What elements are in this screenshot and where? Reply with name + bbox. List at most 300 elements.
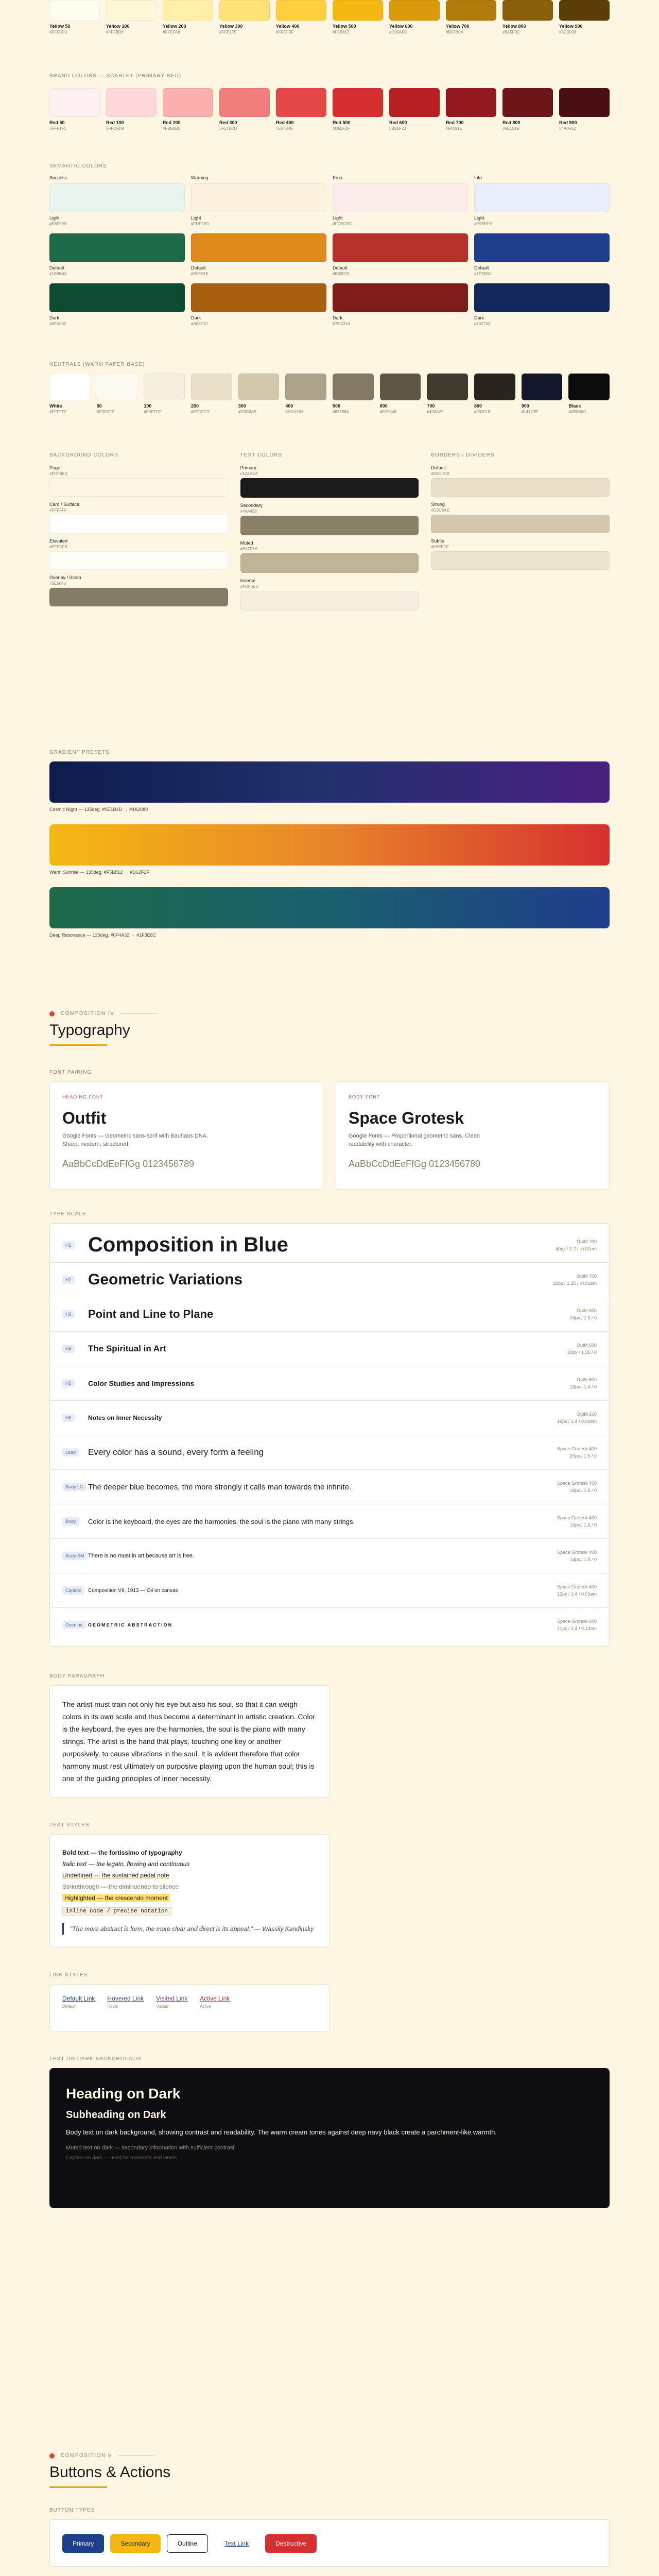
scale-sample: Composition VII, 1913 — Oil on canvas (88, 1587, 178, 1594)
scale-sample: Geometric Variations (88, 1271, 243, 1288)
swatch-name: Yellow 100 (106, 24, 130, 29)
color-chip (240, 591, 419, 611)
swatch-hex: #E08A1E (191, 272, 209, 276)
surface-swatch (240, 465, 419, 498)
color-chip (474, 233, 610, 262)
reds-swatch (333, 88, 383, 131)
reds-swatch (502, 88, 553, 131)
semantic-caption: SEMANTIC COLORS (49, 163, 107, 169)
link-3[interactable]: Visited Link (156, 1995, 188, 2002)
section-dot (49, 1011, 55, 1016)
scale-tag: Caption (62, 1588, 88, 1593)
swatch-name: Yellow 200 (163, 24, 186, 29)
dark-card (49, 2068, 610, 2208)
swatch-hex: #403A2F (427, 410, 444, 414)
link-4[interactable]: Active Link (200, 1995, 230, 2002)
type-scale-row (50, 1607, 609, 1642)
swatch-name: Yellow 300 (219, 24, 243, 29)
swatch-hex: #5C3F08 (559, 30, 576, 35)
swatch-hex: #F6EFDF (431, 545, 449, 549)
neutrals-swatch (380, 374, 421, 414)
type-scale-card (49, 1223, 610, 1647)
semantic-title: Warning (191, 175, 209, 180)
surface-swatch (240, 578, 419, 611)
color-chip (191, 283, 326, 312)
type-scale-row (50, 1469, 609, 1504)
semantic-group (474, 175, 610, 333)
text-link-button[interactable]: Text Link (214, 2534, 259, 2553)
color-chip (522, 374, 563, 400)
swatch-name: 800 (474, 403, 482, 409)
semantic-title: Info (474, 175, 482, 180)
surface-swatch (431, 538, 610, 570)
font-sample: AaBbCcDdEeFfGg 0123456789 (62, 1159, 195, 1169)
text-styles-card (49, 1834, 330, 1947)
swatch-hex: #D3C8AE (238, 410, 257, 414)
swatch-hex: #E9DFC9 (431, 471, 449, 476)
link-state: Visited (156, 2004, 168, 2009)
swatch-hex: #FFE175 (219, 30, 236, 35)
link-sample (107, 1995, 144, 2021)
swatch-name: Yellow 700 (446, 24, 470, 29)
paragraph-caption: BODY PARAGRAPH (49, 1673, 105, 1679)
color-chip (389, 88, 440, 117)
color-chip (97, 374, 138, 400)
color-chip (333, 88, 383, 117)
type-scale-row (50, 1262, 609, 1297)
swatch-name: Primary (240, 465, 256, 470)
swatch-hex: #FFD9D9 (106, 126, 124, 131)
gradient-label: Warm Sunrise — 135deg, #F5B812 → #D62F2F (49, 870, 149, 875)
secondary-button[interactable]: Secondary (110, 2534, 160, 2553)
color-chip (380, 374, 421, 400)
swatch-hex: #FFFFFF (49, 410, 67, 414)
color-chip (49, 588, 228, 606)
yellows-swatch (389, 0, 440, 35)
swatch-name: Red 900 (559, 120, 577, 125)
type-scale-row (50, 1228, 609, 1262)
scale-meta: Outfit 700 32px / 1.25 / -0.01em (552, 1274, 597, 1286)
type-scale-row (50, 1538, 609, 1573)
swatch-name: Overlay / Scrim (49, 575, 81, 580)
neutrals-swatch (97, 374, 138, 414)
section-title: Typography (49, 1022, 130, 1039)
reds-swatch (559, 88, 610, 131)
swatch-name: Red 100 (106, 120, 124, 125)
italic-text: Italic text — the legato, flowing and continuous (62, 1860, 190, 1868)
swatch-hex: #FDECEC (333, 222, 352, 226)
text-styles-caption: TEXT STYLES (49, 1822, 90, 1828)
swatch-name: 500 (333, 403, 341, 409)
link-1[interactable]: Default Link (62, 1995, 95, 2002)
yellows-swatch (502, 0, 553, 35)
surface-swatch (240, 540, 419, 573)
scale-meta: Outfit 600 20px / 1.35 / 0 (567, 1343, 597, 1355)
swatch-name: Red 50 (49, 120, 65, 125)
swatch-hex: #5E5646 (379, 410, 396, 414)
semantic-title: Error (333, 175, 343, 180)
swatch-hex: #B07B0A (446, 30, 463, 35)
yellows-swatch (446, 0, 496, 35)
color-chip (49, 283, 185, 312)
swatch-name: Secondary (240, 503, 263, 508)
swatch-hex: #F27D7D (219, 126, 237, 131)
swatch-hex: #E8F5EE (49, 222, 67, 226)
neutrals-swatch (49, 374, 91, 414)
swatch-hex: #F5B812 (333, 30, 350, 35)
swatch-name: Yellow 400 (276, 24, 300, 29)
font-tag: BODY FONT (349, 1094, 380, 1099)
underline-text: Underlined — the sustained pedal note (62, 1872, 169, 1879)
swatch-hex: #FDF6E3 (240, 584, 258, 589)
scale-tag: Body LG (62, 1484, 88, 1489)
scale-sample: Notes on Inner Necessity (88, 1414, 162, 1421)
links-card (49, 1984, 330, 2031)
scale-tag: H3 (62, 1312, 88, 1317)
font-name: Space Grotesk (349, 1109, 464, 1127)
scale-sample: Color is the keyboard, the eyes are the harmonies, the soul is the piano with many strings. (88, 1517, 355, 1526)
inline-code: inline code / precise notation (62, 1907, 171, 1916)
swatch-name: Default (474, 265, 489, 270)
swatch-name: Red 300 (219, 120, 237, 125)
swatch-name: Black (568, 403, 581, 409)
gradient-label: Cosmic Night — 135deg, #0E1B4D → #4A2080 (49, 807, 148, 812)
swatch-name: Light (191, 215, 201, 221)
color-chip (431, 515, 610, 533)
color-chip (502, 0, 553, 21)
swatch-hex: #E9EEFA (474, 222, 492, 226)
color-chip (191, 233, 326, 262)
buttons-section (49, 2453, 610, 2576)
color-chip (191, 183, 326, 212)
link-state: Hover (107, 2004, 118, 2009)
text-colors-caption: TEXT COLORS (240, 452, 283, 458)
color-chip (238, 374, 280, 400)
scale-sample: Color Studies and Impressions (88, 1379, 195, 1387)
color-chip (559, 88, 610, 117)
swatch-name: Light (333, 215, 343, 221)
swatch-name: Default (431, 465, 446, 470)
body-paragraph: The artist must train not only his eye but also his soul, so that it can weigh colors in its own scale and thus become a determinant in artistic creation. Color is the keyboard, the eyes are the harmonies, the soul is the piano with many strings. The artist is the hand that plays, touching one key or another purposively, to cause vibrations in the soul. It is evident therefore that color harmony must rest ultimately on purposive playing upon the human soul; this is one of the guiding principles of inner necessity. (49, 1685, 330, 1798)
scale-tag: H6 (62, 1415, 88, 1420)
type-scale-row (50, 1573, 609, 1607)
swatch-hex: #FFFDF8 (49, 545, 67, 549)
heading-font-card (49, 1081, 323, 1190)
type-scale-row (50, 1331, 609, 1366)
dark-heading: Heading on Dark (66, 2086, 181, 2102)
highlight-text: Highlighted — the crescendo moment (62, 1894, 170, 1902)
swatch-hex: #6E1519 (502, 126, 519, 131)
reds-swatch (276, 88, 326, 131)
swatch-hex: #FDFAF2 (96, 410, 114, 414)
color-chip (49, 515, 228, 533)
color-chip (474, 374, 515, 400)
strike-text: Strikethrough — the diminuendo to silence (62, 1883, 179, 1890)
scale-meta: Outfit 600 16px / 1.4 / 0.01em (557, 1412, 597, 1424)
semantic-group (333, 175, 468, 333)
color-chip (240, 478, 419, 498)
swatch-name: Yellow 600 (389, 24, 413, 29)
neutrals-swatch (522, 374, 563, 414)
surface-colors (49, 452, 610, 616)
yellows-swatch (276, 0, 326, 35)
swatch-name: Red 700 (446, 120, 464, 125)
link-sample (156, 1995, 187, 2021)
neutrals-swatch (238, 374, 280, 414)
color-chip (49, 478, 228, 497)
swatch-name: White (49, 403, 62, 409)
dark-body: Body text on dark background, showing contrast and readability. The warm cream tones against deep navy black create a parchment-like warmth. (66, 2128, 497, 2136)
scale-caption: TYPE SCALE (49, 1211, 86, 1217)
color-chip (502, 88, 553, 117)
scale-meta: Outfit 700 40px / 1.2 / -0.02em (555, 1239, 597, 1251)
swatch-hex: #837964 (333, 410, 349, 414)
swatch-hex: #0F4A32 (49, 321, 66, 326)
swatch-hex: #1E6B4A (49, 272, 67, 276)
swatch-name: Light (474, 215, 484, 221)
swatch-name: Dark (333, 315, 343, 320)
swatch-name: Elevated (49, 538, 68, 544)
outline-button[interactable]: Outline (167, 2534, 208, 2553)
swatch-name: Card / Surface (49, 502, 80, 507)
surface-swatch (431, 502, 610, 533)
color-chip (446, 88, 496, 117)
color-chip (474, 183, 610, 212)
bg-caption: BACKGROUND COLORS (49, 452, 118, 458)
swatch-name: Red 600 (389, 120, 407, 125)
swatch-hex: #D99A0C (389, 30, 407, 35)
swatch-hex: #1A1A1A (240, 471, 258, 476)
surface-swatch (431, 465, 610, 497)
yellows-swatch (106, 0, 157, 35)
semantic-title: Success (49, 175, 67, 180)
color-chip (427, 374, 468, 400)
swatch-hex: #FFCF3F (276, 30, 294, 35)
color-chip (474, 283, 610, 312)
color-chip (219, 88, 270, 117)
swatch-name: Page (49, 465, 61, 470)
scale-sample: GEOMETRIC ABSTRACTION (88, 1622, 173, 1628)
color-chip (446, 0, 496, 21)
scale-meta: Outfit 600 24px / 1.3 / 0 (569, 1308, 597, 1320)
color-chip (163, 0, 213, 21)
color-chip (240, 553, 419, 573)
reds-swatch (106, 88, 157, 131)
swatch-hex: #FDF2E0 (191, 222, 209, 226)
destructive-button[interactable]: Destructive (265, 2534, 317, 2553)
yellows-swatch (333, 0, 383, 35)
swatch-hex: #FFF8D6 (106, 30, 124, 35)
swatch-hex: #FFFDF0 (49, 30, 67, 35)
neutrals-swatch (568, 374, 610, 414)
red-palette (49, 73, 610, 131)
neutrals-swatch (191, 374, 232, 414)
swatch-hex: #8A7F6A (240, 547, 258, 551)
scale-meta: Space Grotesk 400 12px / 1.4 / 0.01em (557, 1584, 597, 1597)
scale-sample: The deeper blue becomes, the more strongly it calls man towards the infinite. (88, 1482, 352, 1492)
swatch-name: Dark (191, 315, 201, 320)
primary-button[interactable]: Primary (62, 2534, 104, 2553)
link-2[interactable]: Hovered Link (107, 1995, 144, 2002)
swatch-hex: #E54848 (276, 126, 293, 131)
neutrals-swatch (144, 374, 185, 414)
swatch-name: 50 (96, 403, 102, 409)
swatch-name: Default (333, 265, 348, 270)
font-desc: Google Fonts — Proportional geometric sans. Clean readability with character. (349, 1133, 480, 1147)
type-scale-row (50, 1366, 609, 1400)
color-chip (49, 0, 100, 21)
scale-tag: H4 (62, 1346, 88, 1351)
color-chip (219, 0, 270, 21)
swatch-name: Red 200 (163, 120, 181, 125)
neutrals-swatch (285, 374, 326, 414)
gradient-label: Deep Resonance — 135deg, #0F4A32 → #1F3E8C (49, 933, 157, 938)
dark-subheading: Subheading on Dark (66, 2109, 166, 2121)
swatch-hex: #FFFFFF (49, 508, 67, 513)
swatch-hex: #D3C8AE (431, 508, 449, 513)
neutral-colors (49, 362, 610, 414)
swatch-name: 600 (379, 403, 388, 409)
gradient-bar (49, 887, 610, 928)
swatch-hex: #FBB0B0 (163, 126, 181, 131)
neutrals-swatch (427, 374, 468, 414)
gradient-bar (49, 824, 610, 866)
scale-meta: Outfit 600 18px / 1.4 / 0 (569, 1377, 597, 1389)
scale-tag: Overline (62, 1622, 88, 1628)
surface-swatch (49, 502, 228, 533)
neutrals-swatch (333, 374, 374, 414)
swatch-name: 400 (285, 403, 293, 409)
surface-swatch (49, 538, 228, 570)
font-tag: HEADING FONT (62, 1094, 104, 1099)
type-scale-row (50, 1504, 609, 1538)
font-name: Outfit (62, 1109, 107, 1127)
color-chip (49, 183, 185, 212)
swatch-name: 300 (238, 403, 246, 409)
font-desc: Google Fonts — Geometric sans-serif with Bauhaus DNA. Sharp, modern, structured. (62, 1133, 209, 1147)
dark-caption-text: Caption on dark — used for metadata and labels. (66, 2155, 178, 2161)
surface-swatch (49, 465, 228, 497)
swatch-hex: #FFF1F1 (49, 126, 66, 131)
color-chip (144, 374, 185, 400)
section-number: COMPOSITION IV (61, 1011, 115, 1016)
font-sample: AaBbCcDdEeFfGg 0123456789 (349, 1159, 481, 1169)
button-types-caption: BUTTON TYPES (49, 2507, 95, 2513)
swatch-name: Yellow 500 (333, 24, 356, 29)
swatch-name: Muted (240, 540, 253, 546)
color-chip (389, 0, 440, 21)
type-scale-row (50, 1400, 609, 1435)
swatch-hex: #4A0F12 (559, 126, 576, 131)
button-types-card (49, 2519, 610, 2567)
swatch-name: 100 (144, 403, 152, 409)
gradient-bar (49, 761, 610, 803)
section-title: Buttons & Actions (49, 2464, 171, 2481)
scale-meta: Space Grotesk 400 18px / 1.6 / 0 (557, 1481, 597, 1493)
scale-sample: There is no must in art because art is free. (88, 1553, 195, 1559)
type-scale-row (50, 1435, 609, 1469)
swatch-hex: #B8302A (333, 272, 350, 276)
section-number: COMPOSITION V (61, 2453, 113, 2459)
scale-sample: The Spiritual in Art (88, 1344, 166, 1353)
swatch-name: Red 400 (276, 120, 294, 125)
swatch-name: Dark (474, 315, 484, 320)
swatch-name: Red 800 (502, 120, 521, 125)
color-chip (276, 0, 326, 21)
color-chip (106, 0, 157, 21)
swatch-hex: #ADA28A (285, 410, 304, 414)
color-chip (431, 478, 610, 497)
swatch-name: Default (49, 265, 64, 270)
body-font-card (336, 1081, 610, 1190)
color-chip (240, 516, 419, 535)
gradients-caption: GRADIENT PRESETS (49, 750, 110, 755)
scale-sample: Every color has a sound, every form a feeling (88, 1447, 264, 1457)
swatch-hex: #A85F10 (191, 321, 208, 326)
swatch-name: Dark (49, 315, 60, 320)
color-chip (568, 374, 610, 400)
swatch-name: 700 (427, 403, 435, 409)
semantic-group (191, 175, 326, 333)
scale-tag: H2 (62, 1277, 88, 1282)
surface-swatch (240, 503, 419, 535)
scale-meta: Space Grotesk 400 14px / 1.5 / 0 (557, 1550, 597, 1562)
scale-sample: Composition in Blue (88, 1233, 288, 1256)
swatch-hex: #7E1D1A (333, 321, 351, 326)
swatch-name: Yellow 900 (559, 24, 583, 29)
swatch-name: Inverse (240, 578, 256, 583)
reds-swatch (389, 88, 440, 131)
swatch-name: Strong (431, 502, 445, 507)
swatch-hex: #B81F23 (389, 126, 406, 131)
swatch-hex: #4A4436 (240, 509, 257, 514)
scale-meta: Space Grotesk 400 16px / 1.6 / 0 (557, 1515, 597, 1528)
surface-swatch (49, 575, 228, 606)
color-chip (106, 88, 157, 117)
reds-swatch (219, 88, 270, 131)
borders-caption: BORDERS / DIVIDERS (431, 452, 495, 458)
yellow-palette (49, 0, 610, 35)
swatch-hex: #8A5F0C (502, 30, 520, 35)
swatch-name: 900 (521, 403, 529, 409)
link-sample (62, 1995, 95, 2021)
color-chip (559, 0, 610, 21)
swatch-name: Yellow 800 (502, 24, 526, 29)
swatch-hex: #5E5646 (49, 581, 66, 586)
scale-meta: Space Grotesk 400 20px / 1.6 / 0 (557, 1446, 597, 1459)
link-sample (200, 1995, 230, 2021)
swatch-hex: #E9DFC9 (191, 410, 210, 414)
color-chip (191, 374, 232, 400)
swatch-name: Default (191, 265, 206, 270)
color-chip (333, 183, 468, 212)
dark-caption: TEXT ON DARK BACKGROUNDS (49, 2056, 142, 2062)
reds-swatch (163, 88, 213, 131)
pairing-caption: FONT PAIRING (49, 1070, 92, 1075)
color-chip (333, 374, 374, 400)
yellows-swatch (559, 0, 610, 35)
color-chip (163, 88, 213, 117)
color-chip (431, 551, 610, 570)
swatch-name: Subtle (431, 538, 444, 544)
swatch-hex: #13275C (474, 321, 491, 326)
section-dot (49, 2453, 55, 2459)
scale-tag: H5 (62, 1381, 88, 1386)
reds-swatch (49, 88, 100, 131)
swatch-hex: #29251E (474, 410, 491, 414)
scale-sample: Point and Line to Plane (88, 1308, 214, 1320)
blockquote: "The more abstract is form, the more clear and direct is its appeal." — Wassily Kandinsky (62, 1923, 317, 1935)
